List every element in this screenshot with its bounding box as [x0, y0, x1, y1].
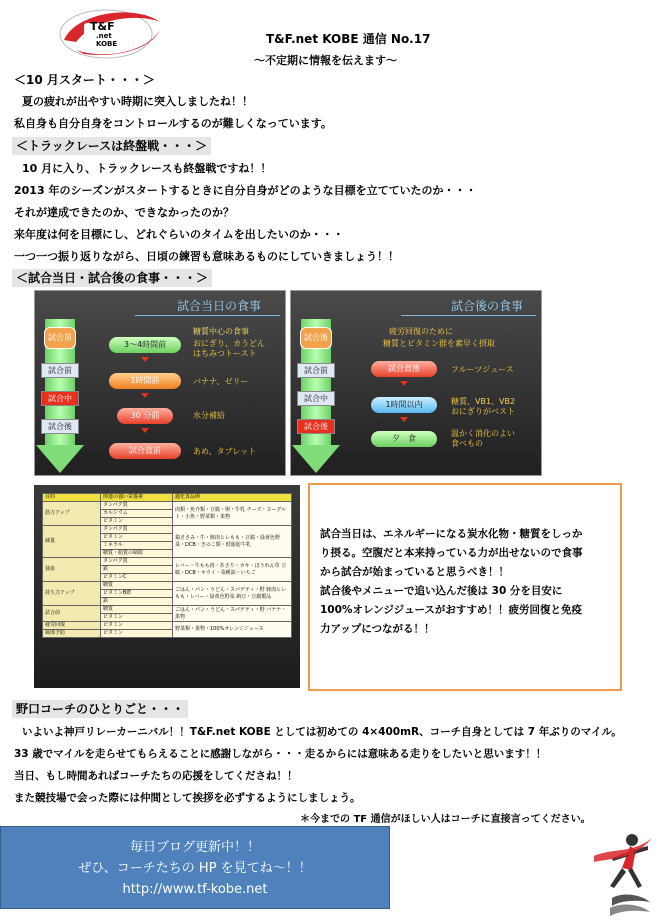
- nutrient-cell: タンパク質: [101, 526, 173, 534]
- newsletter-subtitle: 〜不定期に情報を伝えます〜: [254, 54, 397, 67]
- track-heading: ＜トラックレースは終盤戦・・・＞: [12, 137, 211, 155]
- nutrient-cell: ビタミン: [101, 622, 173, 630]
- meal-heading: ＜試合当日・試合後の食事・・・＞: [12, 269, 212, 287]
- october-heading: ＜10 月スタート・・・＞: [14, 73, 155, 87]
- title-underline: [401, 315, 536, 316]
- food-cell: ごはん・パン・うどん・スパゲティ・野 豚肉ヒレもも・レバー・緑黄色野菜 納豆・豆腐製品: [173, 582, 292, 606]
- step-pill: 1時間前: [109, 373, 181, 389]
- nutrient-cell: ビタミン: [101, 630, 173, 638]
- table-header: 目的: [43, 494, 101, 502]
- stage-label: 試合中: [41, 391, 79, 406]
- nutrient-cell: 糖質: [101, 606, 173, 614]
- nutrient-cell: ビタミンB群: [101, 590, 173, 598]
- coach-line: また競技場で会った際には仲間として挨拶を必ずするようにしましょう。: [14, 792, 361, 804]
- coach-line: 当日、もし時間あればコーチたちの応援をしてくださね！！: [14, 770, 298, 782]
- intro-note: 糖質とビタミン群を素早く摂取: [383, 339, 495, 348]
- coach-line: 33 歳でマイルを走らせてもらえることに感謝しながら・・・走るからには意味ある走りをしたいと思います！！: [14, 748, 547, 760]
- note: 糖質、VB1、VB2: [451, 397, 516, 406]
- coach-heading: 野口コーチのひとりごと・・・: [12, 700, 188, 718]
- nutrient-cell: タンパク質: [101, 502, 173, 510]
- purpose-cell: 持久力アップ: [43, 582, 101, 606]
- timeline-arrow-head: [292, 445, 340, 473]
- table-row: [43, 502, 292, 510]
- food-cell: レバー・牛もも肉・あさり・カキ・ほうれん草 豆腐・DCB・キウイ・菜種油・いちご: [173, 558, 292, 582]
- table-row: [43, 558, 292, 566]
- advice-line: 100%オレンジジュースがおすすめ！！疲労回復と免疫: [320, 604, 583, 616]
- step-pill: 夕 食: [371, 431, 437, 447]
- nutrient-cell: ミネラル: [101, 542, 173, 550]
- table-header: 関連の強い栄養素: [101, 494, 173, 502]
- track-line: 来年度は何を目標にし、どれぐらいのタイムを出したいのか・・・: [14, 228, 344, 241]
- october-line: 私自身も自分自身をコントロールするのが難しくなっています。: [14, 117, 332, 130]
- title-underline: [135, 315, 280, 316]
- step-pill: 30 分前: [117, 408, 173, 424]
- blog-url-link[interactable]: http://www.tf-kobe.net: [122, 882, 268, 897]
- purpose-cell: 試合前: [43, 606, 101, 622]
- table-row: [43, 606, 292, 614]
- purpose-cell: 筋力アップ: [43, 502, 101, 526]
- nutrient-cell: タンパク質: [101, 558, 173, 566]
- coach-line: いよいよ神戸リレーカーニバル！！T&F.net KOBE としては初めての 4×400mR、コーチ自身としては 7 年ぶりのマイル。: [22, 726, 622, 738]
- note: 水分補給: [193, 411, 225, 420]
- advice-line: り摂る。空腹だと本来持っている力が出せないので食事: [320, 547, 583, 559]
- slide-title: 試合後の食事: [451, 299, 524, 313]
- purpose-cell: 風邪予防: [43, 630, 101, 638]
- runner-mascot-icon: [592, 828, 658, 918]
- food-cell: 肉類・魚介類・豆腐・卵・牛乳 チーズ・ヨーグルト・小魚・野菜類・果物: [173, 502, 292, 526]
- nutrition-table-slide: [34, 485, 300, 688]
- stage-label: 試合後: [41, 419, 79, 434]
- nutrient-cell: ビタミン: [101, 534, 173, 542]
- table-row: [43, 622, 292, 630]
- purpose-cell: 貧血: [43, 558, 101, 582]
- nutrient-cell: ビタミン: [101, 614, 173, 622]
- newsletter-title: T&F.net KOBE 通信 No.17: [266, 32, 431, 46]
- stage-label: 試合前: [297, 363, 335, 378]
- stage-label: 試合後: [297, 419, 335, 434]
- nutrient-cell: 鉄: [101, 566, 173, 574]
- nutrient-cell: カルシウム: [101, 510, 173, 518]
- down-arrow: [141, 393, 149, 398]
- purpose-cell: 疲労回復: [43, 622, 101, 630]
- note: 糖質中心の食事: [193, 327, 249, 336]
- nutrient-cell: 鉄: [101, 598, 173, 606]
- blog-line: ぜひ、コーチたちの HP を見てね〜！！: [78, 861, 312, 876]
- track-line: 一つ一つ振り返りながら、日頃の練習も意味あるものにしていきましょう！！: [14, 250, 399, 263]
- note: バナナ、ゼリー: [193, 377, 249, 386]
- table-row: [43, 526, 292, 534]
- intro-note: 疲労回復のために: [389, 327, 453, 336]
- table-row: [43, 582, 292, 590]
- note: 食べもの: [451, 439, 483, 448]
- nutrient-cell: ビタミン: [101, 518, 173, 526]
- footnote: ＊今までの TF 通信がほしい人はコーチに直接言ってください。: [300, 814, 591, 825]
- stage-label: 試合前: [41, 363, 79, 378]
- food-cell: ごはん・パン・うどん・スパゲティ・野 バナナ・果物: [173, 606, 292, 622]
- down-arrow: [400, 417, 408, 422]
- note: フルーツジュース: [451, 365, 514, 374]
- track-line: 10 月に入り、トラックレースも終盤戦ですね！！: [22, 162, 272, 175]
- advice-line: 試合当日は、エネルギーになる炭水化物・糖質をしっか: [320, 528, 583, 540]
- food-cell: 野菜類・果物・100%オレンジジュース: [173, 622, 292, 638]
- nutrition-table: [42, 493, 292, 638]
- note: あめ、タブレット: [193, 447, 257, 456]
- step-pill: 3〜4時間前: [109, 337, 181, 353]
- advice-line: 力アップにつながる！！: [320, 623, 435, 635]
- slide-title: 試合当日の食事: [177, 299, 262, 313]
- advice-line: 試合後やメニューで追い込んだ後は 30 分を目安に: [320, 585, 563, 597]
- advice-line: から試合が始まっていると思うべき！！: [320, 566, 509, 578]
- note: はちみつトースト: [193, 349, 257, 358]
- food-cell: 鶏ささみ・牛・豚肉ヒレもも・豆腐・緑黄色野菜・DCB・きのこ類・低脂肪牛乳: [173, 526, 292, 558]
- table-header: 適化食品例: [173, 494, 292, 502]
- timeline-arrow-head: [36, 445, 84, 473]
- nutrient-cell: 糖質・脂質の制限: [101, 550, 173, 558]
- down-arrow: [400, 381, 408, 386]
- logo-text-mid: .net: [96, 32, 112, 40]
- nutrient-cell: 糖質: [101, 582, 173, 590]
- note: 温かく消化のよい: [451, 429, 515, 438]
- note: おにぎり、カうどん: [193, 339, 265, 348]
- tf-net-kobe-logo: [56, 6, 168, 62]
- down-arrow: [141, 428, 149, 433]
- note: おにぎりがベスト: [451, 407, 515, 416]
- blog-promo-box: [0, 826, 390, 909]
- step-pill: 試合直後: [371, 361, 437, 377]
- blog-line: 毎日ブログ更新中！！: [129, 840, 260, 855]
- october-line: 夏の疲れが出やすい時期に突入しましたね！！: [22, 95, 253, 108]
- meal-advice-box: [308, 483, 622, 691]
- logo-text-bottom: KOBE: [96, 40, 118, 48]
- match-day-meal-slide: [34, 290, 286, 476]
- stage-label-highlight: 試合前: [44, 327, 76, 349]
- logo-text-top: T&F: [90, 20, 115, 33]
- stage-label: 試合中: [297, 391, 335, 406]
- stage-label-highlight: 試合後: [300, 327, 332, 349]
- down-arrow: [141, 357, 149, 362]
- after-match-meal-slide: [290, 290, 542, 476]
- nutrient-cell: ビタミンC: [101, 574, 173, 582]
- track-line: 2013 年のシーズンがスタートするときに自分自身がどのような目標を立てていたのか・・・: [14, 184, 477, 197]
- purpose-cell: 減量: [43, 526, 101, 558]
- track-line: それが達成できたのか、できなかったのか？: [14, 206, 234, 219]
- step-pill: 1時間以内: [371, 397, 437, 413]
- step-pill: 試合直前: [109, 443, 181, 459]
